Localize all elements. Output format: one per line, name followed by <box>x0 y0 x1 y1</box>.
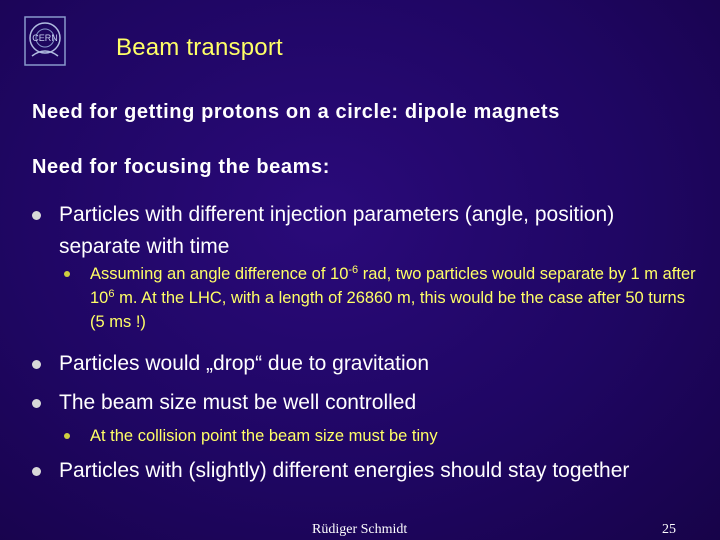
bullet-dot-icon <box>32 360 41 369</box>
cern-logo-icon <box>24 16 66 66</box>
sub-bullet-text: At the collision point the beam size must be tiny <box>90 427 438 445</box>
heading-focusing: Need for focusing the beams: <box>32 156 330 178</box>
bullet-dot-icon <box>32 467 41 476</box>
bullet-dot-icon <box>32 399 41 408</box>
bullet-dot-icon <box>32 211 41 220</box>
bullet-gravitation <box>32 348 692 380</box>
bullet-energies <box>32 455 692 487</box>
bullet-text: The beam size must be well controlled <box>59 391 417 414</box>
bullet-text: Particles with different injection parameters (angle, position) separate with time <box>59 203 615 258</box>
bullet-text: Particles would „drop“ due to gravitation <box>59 352 430 375</box>
bullet-beam-size <box>32 387 692 419</box>
sub-bullet-collision <box>64 424 704 448</box>
slide-title: Beam transport <box>116 34 283 61</box>
footer-author: Rüdiger Schmidt <box>312 522 408 537</box>
bullet-injection <box>32 199 692 263</box>
page-number: 25 <box>662 522 676 537</box>
sub-bullet-dot-icon <box>64 433 70 439</box>
sub-bullet-text: Assuming an angle difference of $10^{-6}$ rad, two particles would separate by 1 m after $10^6$ m. At the LHC, with a length of 26860 m, this would be the case after 50 turns (5 ms !) <box>90 264 696 331</box>
heading-dipole: Need for getting protons on a circle: dipole magnets <box>32 101 560 123</box>
sub-bullet-angle <box>64 262 704 334</box>
bullet-text: Particles with (slightly) different energies should stay together <box>59 459 630 482</box>
sub-bullet-dot-icon <box>64 271 70 277</box>
svg-text:CERN: CERN <box>32 33 58 43</box>
